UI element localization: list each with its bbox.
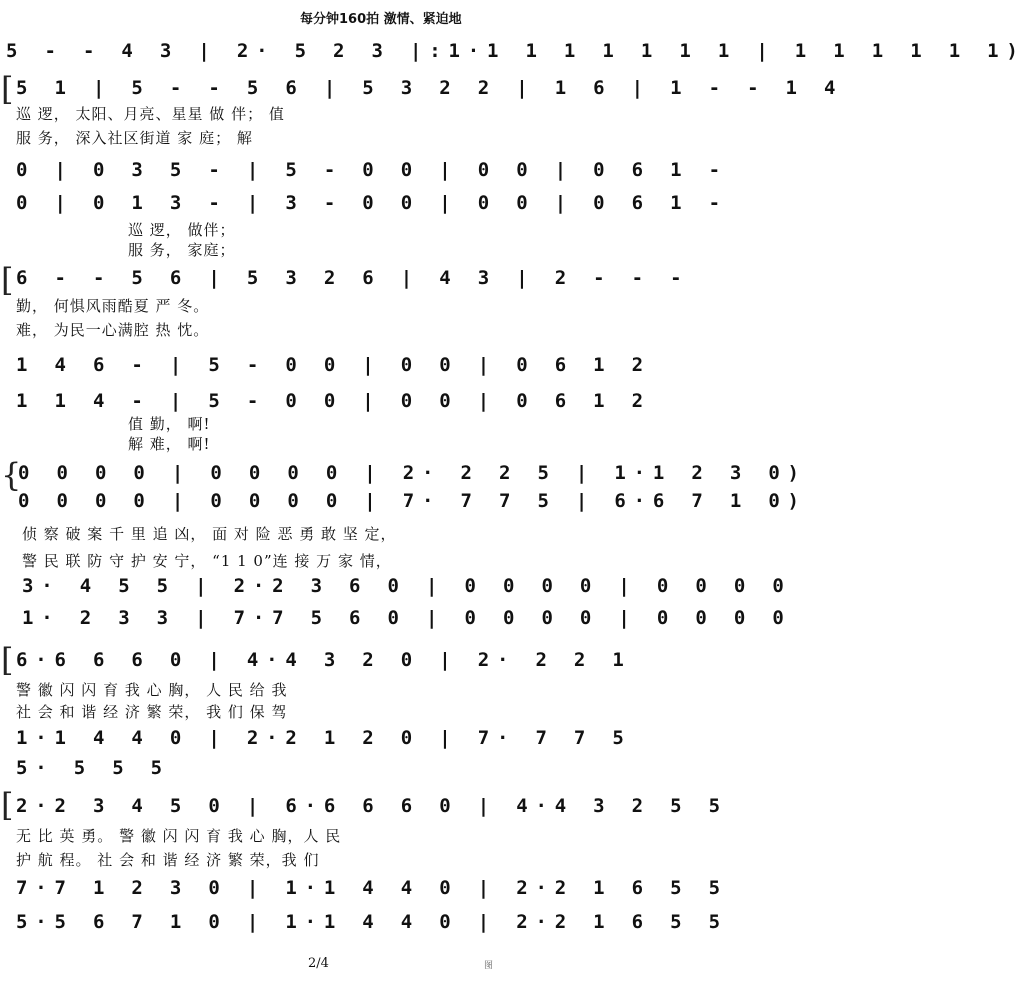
notation-line: 6·6 6 6 0 | 4·4 3 2 0 | 2· 2 2 1 <box>16 649 632 671</box>
lyric-line: 值 勤， 啊! <box>128 415 211 433</box>
staff-brace: [ <box>1 70 14 108</box>
lyric-line: 侦 察 破 案 千 里 追 凶， 面 对 险 恶 勇 敢 坚 定， <box>22 525 397 543</box>
lyric-line: 难， 为民一心满腔 热 忱。 <box>16 321 210 339</box>
notation-line: 5· 5 5 5 <box>16 757 170 779</box>
notation-line: 7·7 1 2 3 0 | 1·1 4 4 0 | 2·2 1 6 5 5 <box>16 877 728 899</box>
notation-line: 0 0 0 0 | 0 0 0 0 | 7· 7 7 5 | 6·6 7 1 0) <box>18 490 807 512</box>
notation-line: 0 | 0 1 3 - | 3 - 0 0 | 0 0 | 0 6 1 - <box>16 192 728 214</box>
notation-line: 0 | 0 3 5 - | 5 - 0 0 | 0 0 | 0 6 1 - <box>16 159 728 181</box>
staff-brace: { <box>1 456 22 494</box>
staff-brace: [ <box>1 261 14 299</box>
tempo-marking: 每分钟160拍 激情、紧迫地 <box>300 12 462 27</box>
lyric-line: 警 徽 闪 闪 育 我 心 胸， 人 民 给 我 <box>16 681 288 699</box>
notation-line: 1·1 4 4 0 | 2·2 1 2 0 | 7· 7 7 5 <box>16 727 632 749</box>
notation-line: 5 1 | 5 - - 5 6 | 5 3 2 2 | 1 6 | 1 - - 1 4 <box>16 77 844 99</box>
lyric-line: 护 航 程。 社 会 和 谐 经 济 繁 荣，我 们 <box>16 851 320 869</box>
staff-brace: [ <box>1 641 14 679</box>
lyric-line: 巡 逻， 太阳、月亮、星星 做 伴； 值 <box>16 105 285 123</box>
notation-line: 6 - - 5 6 | 5 3 2 6 | 4 3 | 2 - - - <box>16 267 690 289</box>
notation-line: 0 0 0 0 | 0 0 0 0 | 2· 2 2 5 | 1·1 2 3 0) <box>18 462 807 484</box>
lyric-line: 巡 逻， 做伴； <box>128 221 236 239</box>
notation-line: 5·5 6 7 1 0 | 1·1 4 4 0 | 2·2 1 6 5 5 <box>16 911 728 933</box>
notation-line: 1 1 4 - | 5 - 0 0 | 0 0 | 0 6 1 2 <box>16 390 651 412</box>
lyric-line: 无 比 英 勇。 警 徽 闪 闪 育 我 心 胸，人 民 <box>16 827 342 845</box>
lyric-line: 解 难， 啊! <box>128 435 211 453</box>
staff-brace: [ <box>1 786 14 824</box>
corner-mark: 图 <box>484 961 494 971</box>
lyric-line: 勤， 何惧风雨酷夏 严 冬。 <box>16 297 210 315</box>
notation-line: 5 - - 4 3 | 2· 5 2 3 |:1·1 1 1 1 1 1 1 | 1 1 1 1 1 1) <box>6 40 1026 62</box>
lyric-line: 服 务， 家庭； <box>128 241 236 259</box>
lyric-line: 警 民 联 防 守 护 安 宁， “1 1 0”连 接 万 家 情， <box>22 552 392 570</box>
notation-line: 2·2 3 4 5 0 | 6·6 6 6 0 | 4·4 3 2 5 5 <box>16 795 728 817</box>
lyric-line: 社 会 和 谐 经 济 繁 荣， 我 们 保 驾 <box>16 703 288 721</box>
page-number: 2/4 <box>308 956 329 971</box>
notation-line: 3· 4 5 5 | 2·2 3 6 0 | 0 0 0 0 | 0 0 0 0 <box>22 575 792 597</box>
notation-line: 1 4 6 - | 5 - 0 0 | 0 0 | 0 6 1 2 <box>16 354 651 376</box>
lyric-line: 服 务， 深入社区街道 家 庭； 解 <box>16 129 253 147</box>
notation-line: 1· 2 3 3 | 7·7 5 6 0 | 0 0 0 0 | 0 0 0 0 <box>22 607 792 629</box>
